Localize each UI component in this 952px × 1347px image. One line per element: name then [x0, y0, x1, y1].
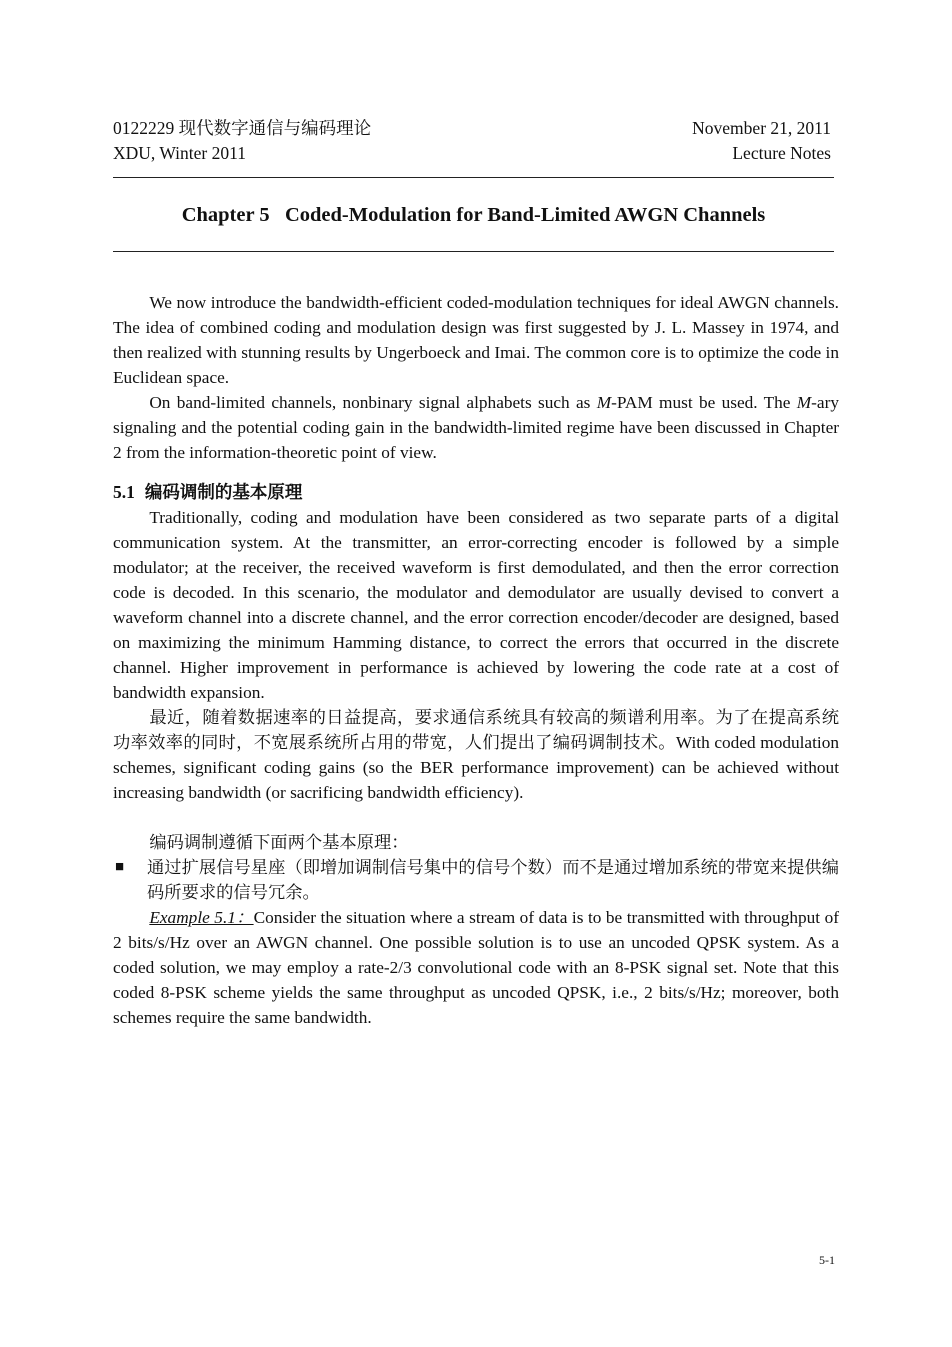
header-row-2 — [113, 141, 831, 166]
section-paragraph-1: Traditionally, coding and modulation have been considered as two separate parts of a digital communication system. At the transmitter, an error-correcting encoder is followed by a simple modulator; at the receiver, the received waveform is first demodulated, and then the error correction code is decoded. In this scenario, the modulator and demodulator are usually devised to convert a waveform channel into a discrete channel, and the error correction encoder/decoder are designed, based on maximizing the minimum Hamming distance, to correct the errors that occurred in the discrete channel. Higher improvement in performance is achieved by lowering the code rate at a cost of bandwidth expansion. — [113, 508, 839, 702]
section-title: 编码调制的基本原理 — [144, 482, 303, 502]
intro-paragraph-2 — [113, 390, 839, 465]
example-paragraph — [113, 905, 839, 1030]
main-content — [113, 290, 839, 1030]
intro-paragraph-1: We now introduce the bandwidth-efficient coded-modulation techniques for ideal AWGN channels. The idea of combined coding and modulation design was first suggested by J. L. Massey in 1974, and then realized with stunning results by Ungerboeck and Imai. The common core is to optimize the code in Euclidean space. — [113, 293, 839, 387]
principles-intro: 编码调制遵循下面两个基本原理： — [149, 833, 409, 852]
example-text: Consider the situation where a stream of data is to be transmitted with throughput of 2 bits/s/Hz over an AWGN channel. One possible solution is to use an uncoded QPSK system. As a coded solution, we may employ a rate-2/3 convolutional code with an 8-PSK signal set. Note that this coded 8-PSK scheme yields the same throughput as uncoded QPSK, i.e., 2 bits/s/Hz; moreover, both schemes require the same bandwidth. — [113, 908, 839, 1027]
institution-label: XDU, Winter 2011 — [113, 143, 246, 163]
intro-p2-text-b: -PAM must be used. The — [611, 393, 797, 412]
header-divider — [113, 177, 834, 178]
section-number: 5.1 — [113, 482, 135, 502]
doc-type-label: Lecture Notes — [732, 143, 831, 163]
page-number: 5-1 — [819, 1253, 835, 1267]
intro-p2-text-a: On band-limited channels, nonbinary signal alphabets such as — [149, 393, 597, 412]
variable-m: M — [796, 393, 812, 412]
section-heading — [113, 480, 839, 505]
section-paragraph-2: 最近，随着数据速率的日益提高，要求通信系统具有较高的频谱利用率。为了在提高系统功率效率的同时，不宽展系统所占用的带宽，人们提出了编码调制技术。With coded modulation schemes, significant coding gains (so the BER performance improvement) can be achieved without increasing bandwidth (or sacrificing bandwidth efficiency). — [113, 708, 839, 802]
header-row-1 — [113, 116, 831, 141]
intro-p2-text-c: -ary signaling and the potential coding gain in the bandwidth-limited regime have been discussed in Chapter 2 from the information-theoretic point of view. — [113, 393, 839, 462]
example-label: Example 5.1： — [149, 908, 254, 927]
chapter-title: Chapter 5 Coded-Modulation for Band-Limited AWGN Channels — [181, 204, 766, 226]
course-label: 0122229 现代数字通信与编码理论 — [113, 118, 372, 138]
date-label: November 21, 2011 — [692, 118, 831, 138]
bullet-square-icon: ■ — [115, 859, 125, 875]
bullet-text: 通过扩展信号星座（即增加调制信号集中的信号个数）而不是通过增加系统的带宽来提供编码所要求的信号冗余。 — [147, 858, 839, 902]
title-divider — [113, 251, 834, 252]
paragraph-gap — [113, 805, 839, 830]
principle-bullet-1 — [113, 855, 839, 905]
variable-m: M — [596, 393, 612, 412]
